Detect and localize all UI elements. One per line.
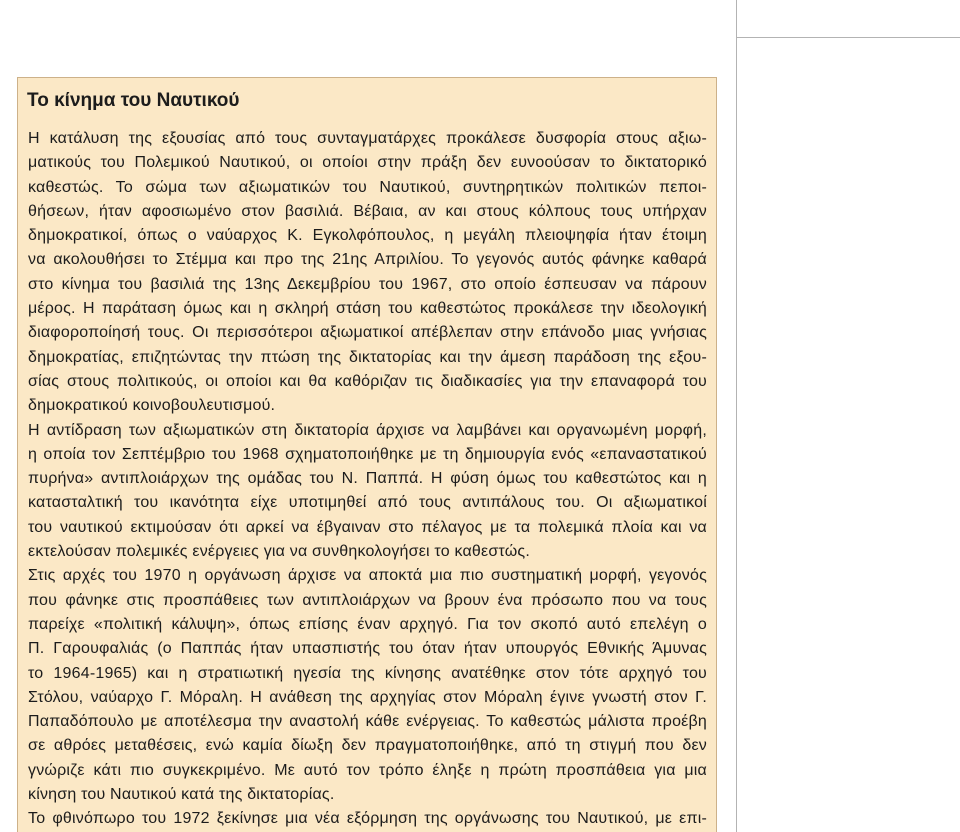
text-line: Στόλου, ναύαρχο Γ. Μόραλη. Η ανάθεση της αρχηγίας στον Μόραλη έγινε γνωστή στον Γ. <box>28 688 707 706</box>
text-line: που φάνηκε στις προσπάθειες των αντιπλοιάρχων να βρουν ένα πρόσωπο που να τους <box>28 591 707 609</box>
text-line: δημοκρατικοί, όπως ο ναύαρχος Κ. Εγκολφόπουλος, η μεγάλη πλειοψηφία ήταν έτοιμη <box>28 227 707 245</box>
text-line: εκτελούσαν πολεμικές ενέργειες για να συνθηκολογήσει το καθεστώς. <box>28 543 530 561</box>
text-line: γνώριζε κάτι πιο συγκεκριμένο. Με αυτό τον τρόπο έληξε η πρώτη προσπάθεια για μια <box>28 761 707 779</box>
text-line: καθεστώς. Το σώμα των αξιωματικών του Ναυτικού, συντηρητικών πολιτικών πεποι- <box>28 178 707 196</box>
text-line: Το φθινόπωρο του 1972 ξεκίνησε μια νέα εξόρμηση της οργάνωσης του Ναυτικού, με επι- <box>28 810 707 828</box>
text-line: η οποία τον Σεπτέμβριο του 1968 σχηματοποιήθηκε με τη δημιουργία ενός «επαναστατικού <box>28 445 707 463</box>
text-line: Π. Γαρουφαλιάς (ο Παππάς ήταν υπασπιστής του όταν ήταν υπουργός Εθνικής Άμυνας <box>28 640 707 658</box>
text-line: θήσεων, ήταν αφοσιωμένο στον βασιλιά. Βέβαια, αν και στους κόλπους τους υπήρχαν <box>28 202 707 220</box>
text-line: δημοκρατικού κοινοβουλευτισμού. <box>28 397 276 415</box>
section-title: Το κίνημα του Ναυτικού <box>27 90 240 111</box>
text-line: ματικούς του Πολεμικού Ναυτικού, οι οποίοι στην πράξη δεν ευνοούσαν το δικτατορικό <box>28 154 707 172</box>
page-rule-vertical <box>736 0 737 832</box>
text-line: δημοκρατίας, επιζητώντας την πτώση της δικτατορίας και την άμεση παράδοση της εξου- <box>28 348 707 366</box>
text-line: κίνηση του Ναυτικού κατά της δικτατορίας. <box>28 786 335 804</box>
text-line: Παπαδόπουλο με αποτέλεσμα την αναστολή κάθε ενέργειας. Το καθεστώς μάλιστα προέβη <box>28 713 707 731</box>
text-line: σίας στους πολιτικούς, οι οποίοι και θα καθόριζαν τις διαδικασίες για την επαναφορά του <box>28 372 707 390</box>
section-body <box>28 127 707 832</box>
text-line: κατασταλτική του ικανότητα είχε υποτιμηθεί από τους αντιπάλους του. Οι αξιωματικοί <box>28 494 707 512</box>
page-rule-horizontal <box>736 37 960 38</box>
text-line: Η κατάλυση της εξουσίας από τους συνταγματάρχες προκάλεσε δυσφορία στους αξιω- <box>28 130 707 147</box>
paragraph <box>28 564 707 807</box>
text-line: σε αθρόες μεταθέσεις, ενώ καμία δίωξη δεν πραγματοποιήθηκε, από τη στιγμή που δεν <box>28 737 707 755</box>
paragraph <box>28 127 707 419</box>
text-line: Η αντίδραση των αξιωματικών στη δικτατορία άρχισε να λαμβάνει και οργανωμένη μορφή, <box>28 421 707 439</box>
highlight-text-box <box>17 77 717 832</box>
text-line: στο κίνημα του βασιλιά της 13ης Δεκεμβρίου του 1967, στο οποίο έσπευσαν να πάρουν <box>28 275 707 293</box>
text-line: διαφοροποίησή τους. Οι περισσότεροι αξιωματικοί απέβλεπαν στην επάνοδο μιας γνήσιας <box>28 324 707 342</box>
text-line: το 1964-1965) και η στρατιωτική ηγεσία της κίνησης ανατέθηκε στον τότε αρχηγό του <box>28 664 707 682</box>
text-line: παρείχε «πολιτική κάλυψη», όπως επίσης έναν αρχηγό. Για τον σκοπό αυτό επελέγη ο <box>28 615 707 633</box>
text-line: του ναυτικού εκτιμούσαν ότι αρκεί να έβγαιναν στο πέλαγος με τα πολεμικά πλοία και να <box>28 518 707 536</box>
text-line: πυρήνα» αντιπλοιάρχων της ομάδας του Ν. Παππά. Η φύση όμως του καθεστώτος και η <box>28 470 707 488</box>
text-line: μέρος. Η παράταση όμως και η σκληρή στάση του καθεστώτος προκάλεσε την ιδεολογική <box>28 300 707 318</box>
text-line: Στις αρχές του 1970 η οργάνωση άρχισε να αποκτά μια πιο συστηματική μορφή, γεγονός <box>28 567 707 585</box>
paragraph <box>28 419 707 565</box>
paragraph <box>28 807 707 831</box>
text-line: να ακολουθήσει το Στέμμα και προ της 21ης Απριλίου. Το γεγονός αυτός φάνηκε καθαρά <box>28 251 707 269</box>
